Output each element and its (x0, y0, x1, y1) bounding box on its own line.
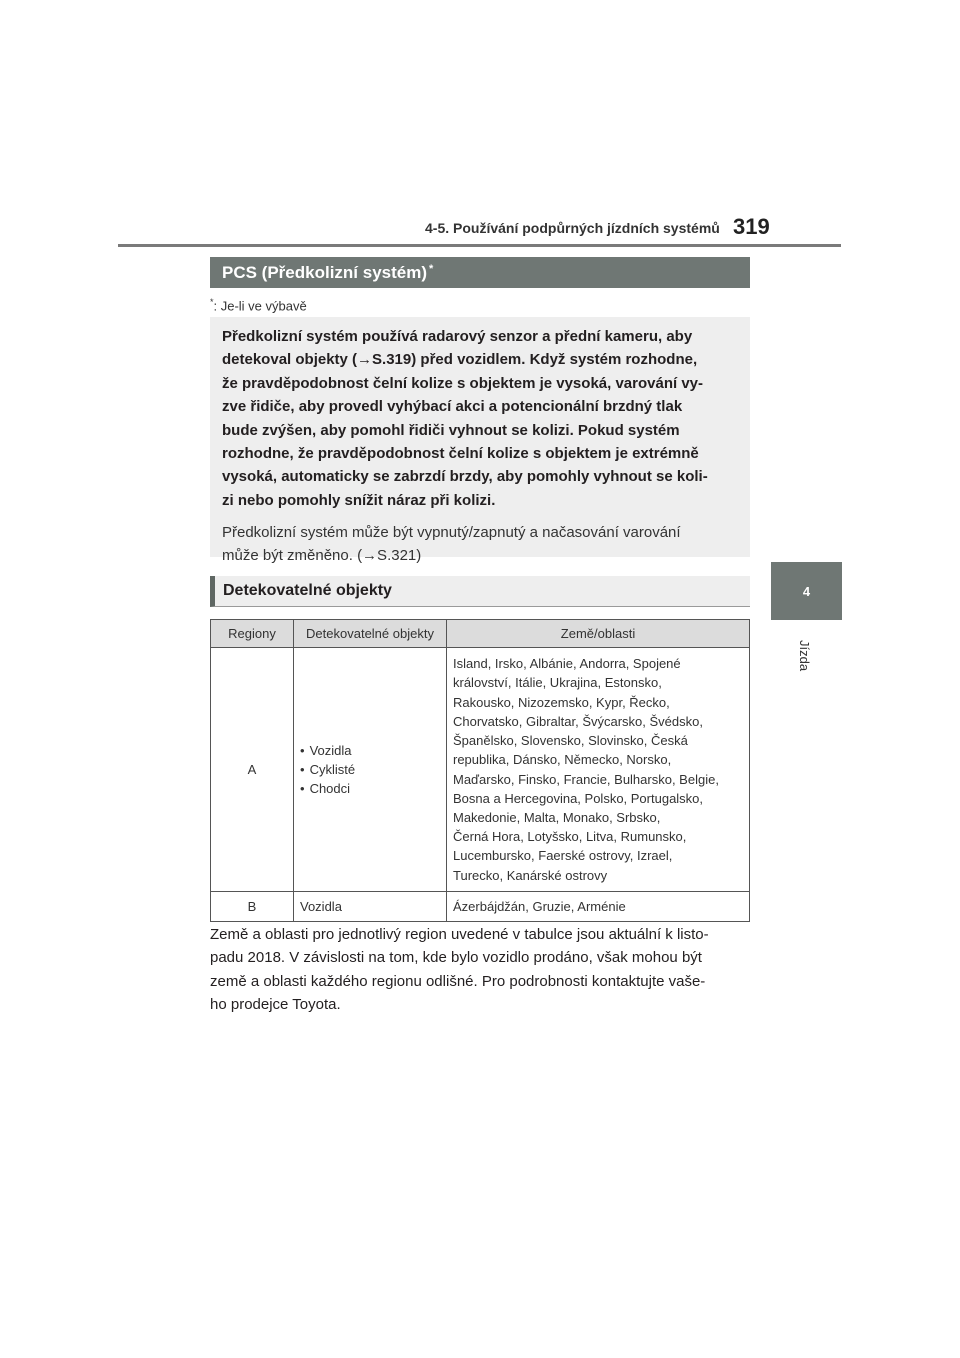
intro-line: Předkolizní systém může být vypnutý/zapnutý a načasování varování (222, 524, 681, 542)
page-number: 319 (733, 214, 770, 239)
intro-line: vysoká, automaticky se zabrzdí brzdy, aby pomohly vyhnout se koli- (222, 468, 708, 486)
region-cell: A (211, 648, 294, 892)
country-line: Černá Hora, Lotyšsko, Litva, Rumunsko, (453, 829, 687, 845)
objects-cell (294, 648, 447, 892)
country-line: Lucembursko, Faerské ostrovy, Izrael, (453, 848, 673, 864)
intro-box (210, 317, 750, 565)
list-item: • Cyklisté (300, 760, 440, 779)
intro-bold-paragraph (222, 325, 738, 512)
objects-list (300, 741, 440, 798)
header-rule (118, 244, 841, 247)
objects-cell: Vozidla (294, 892, 447, 922)
country-line: Chorvatsko, Gibraltar, Švýcarsko, Švédsko, (453, 713, 703, 729)
list-item: • Vozidla (300, 741, 440, 760)
chapter-tab-number: 4 (802, 583, 811, 599)
intro-line: bude zvýšen, aby pomohl řidiči vyhnout se kolizi. Pokud systém (222, 421, 680, 439)
subsection-title: Detekovatelné objekty (223, 582, 392, 599)
closing-line: padu 2018. V závislosti na tom, kde bylo vozidlo prodáno, však mohou být (210, 949, 702, 967)
table-header-row (211, 620, 750, 648)
closing-line: Země a oblasti pro jednotlivý region uvedené v tabulce jsou aktuální k listo- (210, 926, 709, 943)
intro-line: že pravděpodobnost čelní kolize s objektem je vysoká, varování vy- (222, 374, 704, 392)
country-line: Makedonie, Malta, Monako, Srbsko, (453, 809, 661, 825)
subsection-title-bar (210, 576, 750, 607)
intro-line: zi nebo pomohly snížit náraz při kolizi. (222, 491, 496, 509)
footnote-text: : Je-li ve výbavě (213, 298, 307, 314)
country-line: Bosna a Hercegovina, Polsko, Portugalsko, (453, 790, 704, 806)
country-line: republika, Dánsko, Německo, Norsko, (453, 752, 672, 768)
intro-line: rozhodne, že pravděpodobnost čelní kolize s objektem je extrémně (222, 445, 699, 463)
chapter-side-label-text: Jízda (797, 640, 813, 672)
countries-cell: Ázerbájdžán, Gruzie, Arménie (447, 892, 750, 922)
intro-line: zve řidiče, aby provedl vyhýbací akci a potencionální brzdný tlak (222, 398, 683, 416)
intro-line: detekoval objekty (→S.319) před vozidlem. Když systém rozhodne, (222, 351, 698, 369)
section-title-marker: * (429, 262, 434, 275)
list-item: • Chodci (300, 779, 440, 798)
countries-cell (447, 648, 750, 892)
intro-line: Předkolizní systém používá radarový senzor a přední kameru, aby (222, 328, 693, 345)
chapter-side-label (785, 640, 825, 680)
intro-normal-paragraph (222, 521, 738, 567)
section-title-bar (210, 257, 750, 288)
section-title: PCS (Předkolizní systém) (222, 262, 428, 282)
footnote-marker: * (210, 297, 214, 307)
country-line: království, Itálie, Ukrajina, Estonsko, (453, 675, 662, 691)
country-line: Rakousko, Nizozemsko, Kypr, Řecko, (453, 694, 670, 710)
closing-line: ho prodejce Toyota. (210, 996, 341, 1014)
region-cell: B (211, 892, 294, 922)
country-line: Maďarsko, Finsko, Francie, Bulharsko, Belgie, (453, 771, 719, 787)
column-header-countries: Země/oblasti (447, 620, 750, 648)
closing-line: země a oblasti každého regionu odlišné. Pro podrobnosti kontaktujte vaše- (210, 972, 706, 990)
column-header-regions: Regiony (211, 620, 294, 648)
table-row (211, 892, 750, 922)
country-line: Turecko, Kanárské ostrovy (453, 867, 608, 883)
country-line: Španělsko, Slovensko, Slovinsko, Česká (453, 733, 688, 749)
closing-paragraph (210, 923, 750, 1017)
footnote (210, 297, 307, 313)
country-line: Island, Irsko, Albánie, Andorra, Spojené (453, 656, 681, 672)
detectable-objects-table (210, 619, 750, 922)
intro-line: může být změněno. (→S.321) (222, 547, 422, 565)
column-header-objects: Detekovatelné objekty (294, 620, 447, 648)
header-chapter-title: 4-5. Používání podpůrných jízdních systémů (425, 220, 720, 236)
chapter-tab (771, 562, 842, 620)
table-row (211, 648, 750, 892)
